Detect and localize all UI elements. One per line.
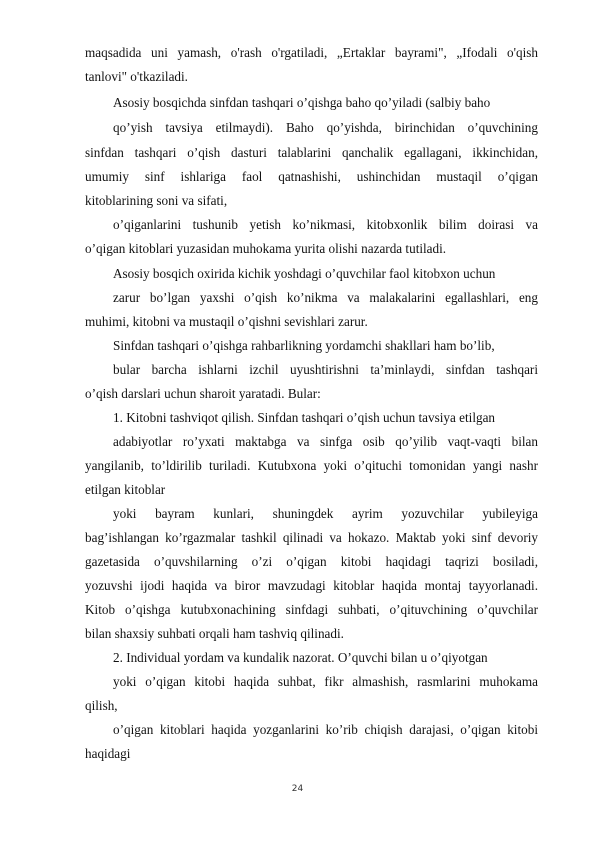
text-line: bag’ishlangan ko’rgazmalar tashkil qilinadi va hokazo. Maktab yoki sinf devoriy: [85, 530, 538, 545]
text-line: 1. Kitobni tashviqot qilish. Sinfdan tashqari o’qish uchun tavsiya etilgan: [113, 410, 496, 425]
text-line: etilgan kitoblar: [85, 482, 166, 497]
text-line: Asosiy bosqich oxirida kichik yoshdagi o’quvchilar faol kitobxon uchun: [113, 266, 496, 281]
text-line: o’qiganlarini tushunib yetish ko’nikmasi, kitobxonlik bilim doirasi va: [113, 217, 538, 232]
text-line: qo’yish tavsiya etilmaydi). Baho qo’yishda, birinchidan o’quvchining: [113, 120, 538, 135]
text-line: sinfdan tashqari o’qish dasturi talablarini qanchalik egallagani, ikkinchidan,: [85, 145, 538, 160]
page-number: 24: [291, 784, 304, 794]
text-line: o’qigan kitoblari yuzasidan muhokama yurita olishi nazarda tutiladi.: [85, 241, 447, 256]
text-line: gazetasida o’quvshilarning o’zi o’qigan kitobi haqidagi taqrizi bosiladi,: [85, 554, 538, 569]
text-line: tanlovi" o'tkaziladi.: [85, 69, 188, 84]
text-line: muhimi, kitobni va mustaqil o’qishni sevishlari zarur.: [85, 314, 368, 329]
text-line: kitoblarining soni va sifati,: [85, 193, 228, 208]
text-line: Sinfdan tashqari o’qishga rahbarlikning yordamchi shakllari ham bo’lib,: [113, 338, 495, 353]
text-line: yoki bayram kunlari, shuningdek ayrim yozuvchilar yubileyiga: [113, 506, 538, 521]
text-line: qilish,: [85, 698, 118, 713]
text-line: zarur bo’lgan yaxshi o’qish ko’nikma va malakalarini egallashlari, eng: [113, 290, 538, 305]
text-line: umumiy sinf ishlariga faol qatnashishi, ushinchidan mustaqil o’qigan: [85, 169, 538, 184]
text-line: Asosiy bosqichda sinfdan tashqari o’qishga baho qo’yiladi (salbiy baho: [113, 95, 491, 110]
text-line: o’qigan kitoblari haqida yozganlarini ko’rib chiqish darajasi, o’qigan kitobi: [113, 722, 538, 737]
text-line: haqidagi: [85, 746, 131, 761]
text-line: 2. Individual yordam va kundalik nazorat. O’quvchi bilan u o’qiyotgan: [113, 650, 488, 665]
text-line: yozuvshi ijodi haqida va biror mavzudagi kitoblar haqida montaj tayyorlanadi.: [85, 578, 538, 593]
text-line: bilan shaxsiy suhbati orqali ham tashviq qilinadi.: [85, 626, 344, 641]
text-line: Kitob o’qishga kutubxonachining sinfdagi suhbati, o’qituvchining o’quvchilar: [85, 602, 538, 617]
text-line: yoki o’qigan kitobi haqida suhbat, fikr almashish, rasmlarini muhokama: [113, 674, 538, 689]
text-line: adabiyotlar ro’yxati maktabga va sinfga osib qo’yilib vaqt-vaqti bilan: [113, 434, 538, 449]
text-line: yangilanib, to’ldirilib turiladi. Kutubxona yoki o’qituchi tomonidan yangi nashr: [85, 458, 538, 473]
text-line: o’qish darslari uchun sharoit yaratadi. Bular:: [85, 386, 321, 401]
text-line: bular barcha ishlarni izchil uyushtirishni ta’minlaydi, sinfdan tashqari: [113, 362, 538, 377]
text-line: maqsadida uni yamash, o'rash o'rgatiladi, „Ertaklar bayrami", „Ifodali o'qish: [85, 45, 538, 60]
